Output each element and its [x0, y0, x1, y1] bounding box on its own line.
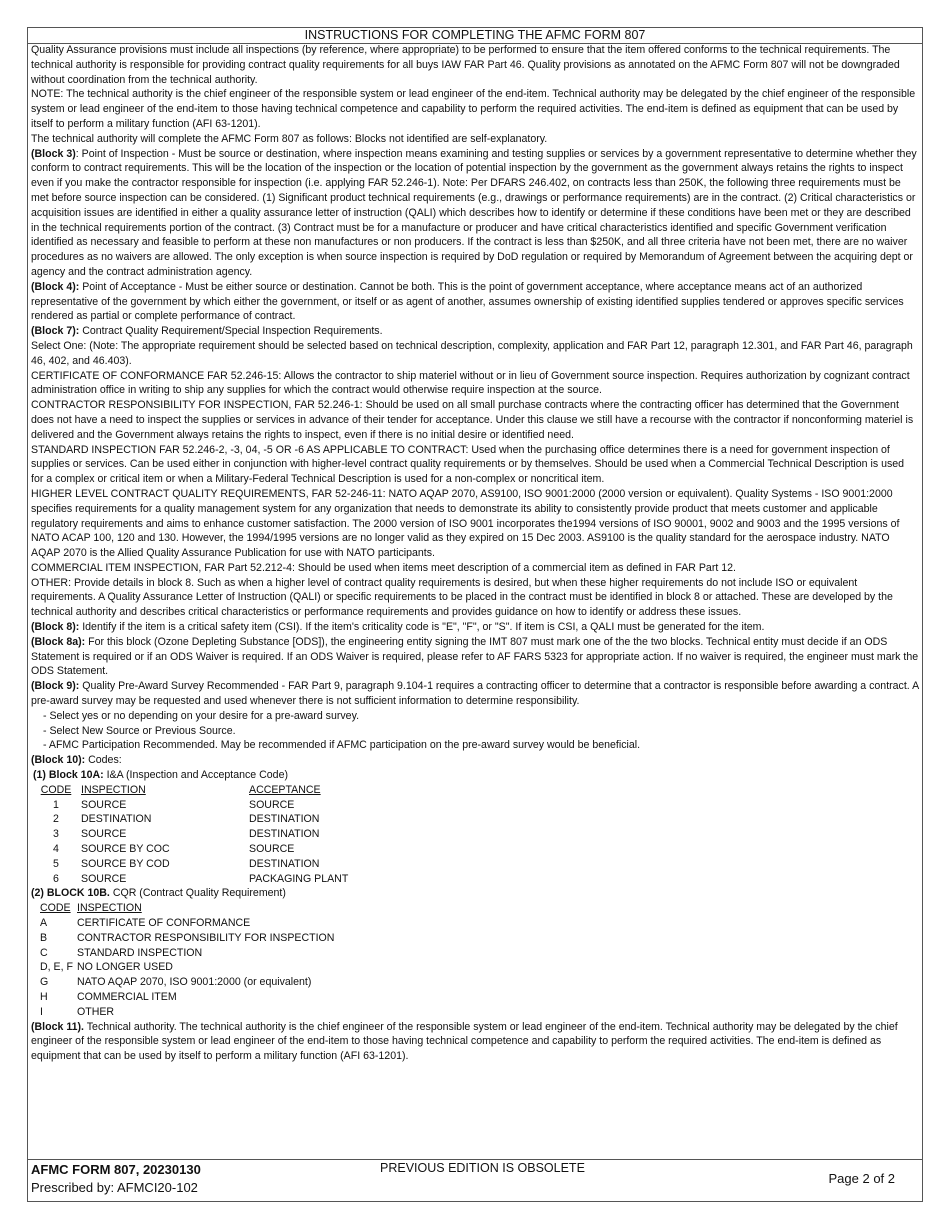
code-cell: C	[40, 946, 48, 959]
inspection-cell: SOURCE	[81, 828, 127, 841]
block7-option: HIGHER LEVEL CONTRACT QUALITY REQUIREMENTS, FAR 52-246-11: NATO AQAP 2070, AS9100, ISO 9001:2000 (2000 version or equivalent). Quality Systems - ISO 9001:2000 specifies requirements for a quality management system for any organization that needs to demonstrate its ability to consistently provide product that meets customer and applicable regulatory requirements and aims to enhance customer satisfaction. The 2000 version of ISO 9001 incorporates the1994 versions of ISO 90001, 9002 and 9003 and the 1995 versions of NATO ACAP 100, 120 and 130. However, the 1994/1995 versions are no longer valid as they expired on 15 Dec 2003. AS9100 is the quality standard for the aerospace industry. NATO AQAP 2070 is the Allied Quality Assurance Publication for use with NATO participants.	[31, 487, 900, 560]
inspection-cell: NATO AQAP 2070, ISO 9001:2000 (or equivalent)	[77, 976, 312, 989]
block-text: Technical authority. The technical authority is the chief engineer of the responsible system or lead engineer of the end-item. Technical authority may be delegated by the chief engineer of the responsible system or lead engineer of the end-item to those having technical competence and capability to perform the required activities. The end-item is defined as equipment that can be used by itself to perform a military function (AFI 63-1201).	[31, 1020, 898, 1063]
block7-option: CERTIFICATE OF CONFORMANCE FAR 52.246-15: Allows the contractor to ship materiel without or in lieu of Government source inspection. Requires authorization by cognizant contract administration office in writing to ship any supplies for which the contract would otherwise require inspection at the source.	[31, 369, 910, 397]
block-text: For this block (Ozone Depleting Substance [ODS]), the engineering entity signing the IMT 807 must mark one of the the two blocks. Technical entity must decide if an ODS Statement is required or if an ODS Waiver is required. If an ODS Waiver is required, please refer to AF FARS 5323 for appropriate action. If no waiver is required, the engineer must mark the ODS Statement.	[31, 635, 919, 678]
block10b-heading	[31, 886, 919, 901]
block7-option: CONTRACTOR RESPONSIBILITY FOR INSPECTION, FAR 52.246-1: Should be used on all small purchase contracts where the contracting officer has determined that the Government does not have a need to inspect the supplies or services in advance of their tender for acceptance. Under this clause we still have a recourse with the contractor if nonconforming materiel is delivered and the Government always retains the rights to inspect, even if there is no initial desire or identified need.	[31, 399, 914, 441]
block7-option: COMMERCIAL ITEM INSPECTION, FAR Part 52.212-4: Should be used when items meet description of a commercial item as defined in FAR Part 12.	[31, 561, 736, 574]
page-footer	[28, 1159, 922, 1203]
block8-paragraph	[31, 620, 919, 635]
block9-bullet: - Select yes or no depending on your desire for a pre-award survey.	[43, 709, 360, 722]
table-row	[31, 827, 919, 842]
block-label: (Block 11).	[31, 1020, 84, 1033]
column-header: CODE	[40, 783, 72, 796]
acceptance-cell: DESTINATION	[249, 828, 320, 841]
inspection-cell: SOURCE	[81, 798, 127, 811]
block-text: Contract Quality Requirement/Special Inspection Requirements.	[79, 325, 383, 338]
code-cell: 6	[53, 872, 59, 885]
table-row	[31, 798, 919, 813]
inspection-cell: COMMERCIAL ITEM	[77, 991, 177, 1003]
code-cell: 2	[53, 813, 59, 826]
block-text: : Point of Inspection - Must be source or destination, where inspection means examining and testing supplies or services by a government representative to determine whether they conform to contract requirements. This will be the location of the inspection or the location of potential inspection by the government as the government always retains the rights to inspect even if you make the contractor responsible for inspection (i.e. applying FAR 52.246-1). Note: Per DFARS 246.402, on contracts less than 250K, the following three requirements must be met before source inspection can be considered. (1) Significant product technical requirements (e.g., drawings or performance requirements) are in the contract. (2) Critical characteristics or acquisition issues are identified in either a quality assurance letter of instruction (QALI) which describes how to identify or determine if these conditions have been met or they are described in the technical requirements portion of the contract. (3) Contract must be for a manufacture or producer and have critical characteristics identified and specific Government verification identified as necessary and feasible to perform at these non manufactures or non producers. If the contract is less than $250K, and all three criteria have not been met, there are no waiver procedures as no waivers are allowed. The only exception is when source inspection is required by DoD regulation or required by Memorandum of Agreement between the acquiring dept or agency and the contract administration agency.	[31, 147, 917, 278]
code-cell: 3	[53, 828, 59, 841]
inspection-cell: SOURCE BY COC	[81, 843, 170, 856]
column-header: INSPECTION	[81, 783, 146, 796]
block-label: (Block 4):	[31, 280, 80, 293]
block7-note: Select One: (Note: The appropriate requirement should be selected based on technical description, complexity, application and FAR Part 12, paragraph 12.301, and FAR Part 46, paragraph 46, 402, and 46.403).	[31, 339, 913, 367]
inspection-cell: SOURCE	[81, 872, 127, 885]
block-label: (2) BLOCK 10B.	[31, 887, 110, 900]
inspection-cell: SOURCE BY COD	[81, 857, 170, 870]
page-title: INSTRUCTIONS FOR COMPLETING THE AFMC FORM 807	[28, 28, 922, 44]
previous-edition-note: PREVIOUS EDITION IS OBSOLETE	[380, 1161, 585, 1175]
table-row	[31, 931, 919, 946]
block9-bullet: - Select New Source or Previous Source.	[43, 724, 236, 737]
table-row	[31, 812, 919, 827]
table-row	[31, 1005, 919, 1020]
code-cell: 1	[53, 798, 59, 811]
inspection-cell: CERTIFICATE OF CONFORMANCE	[77, 917, 251, 930]
block-text: CQR (Contract Quality Requirement)	[109, 887, 286, 900]
intro-paragraph: Quality Assurance provisions must include all inspections (by reference, where appropriate) to be performed to ensure that the item offered conforms to the technical requirements. The technical authority is responsible for providing contract quality requirements for all buys IAW FAR Part 46. Quality provisions as annotated on the AFMC Form 807 will not be downgraded without coordination from the technical authority.	[31, 44, 900, 86]
block-label: (Block 8a):	[31, 635, 86, 648]
acceptance-cell: DESTINATION	[249, 857, 320, 870]
block-text: Quality Pre-Award Survey Recommended - FAR Part 9, paragraph 9.104-1 requires a contracting officer to determine that a contractor is responsible before awarding a contract. A pre-award survey may be requested and used whenever there is not sufficient information to determine responsibility.	[31, 680, 919, 708]
block11-paragraph	[31, 1020, 919, 1064]
note-paragraph: NOTE: The technical authority is the chief engineer of the responsible system or lead engineer of the end-item. Technical authority may be delegated by the chief engineer of the responsible system or lead engineer of the end-item to those having technical competence and capability to perform the required activities. The end-item is defined as equipment that can be used by itself to perform a military function (AFI 63-1201).	[31, 88, 916, 130]
block10-paragraph	[31, 753, 919, 768]
inspection-cell: NO LONGER USED	[77, 961, 173, 974]
table-row	[31, 960, 919, 975]
block-text: Identify if the item is a critical safety item (CSI). If the item's criticality code is "E", "F", or "S". If item is CSI, a QALI must be generated for the item.	[79, 621, 765, 634]
code-cell: B	[40, 931, 48, 944]
block-text: Point of Acceptance - Must be either source or destination. Cannot be both. This is the point of government acceptance, where acceptance means act of an authorized representative of the government by which either the government, or itself or as agent of another, assumes ownership of existing identified supplies tendered or approves specific services rendered as partial or complete performance of contract.	[31, 280, 904, 323]
table-row	[31, 946, 919, 961]
table-row	[31, 857, 919, 872]
inspection-cell: DESTINATION	[81, 813, 152, 826]
block-label: (Block 9):	[31, 680, 80, 693]
block7-option: OTHER: Provide details in block 8. Such as when a higher level of contract quality requirements is desired, but when these higher requirements do not include ISO or equivalent requirements. A Quality Assurance Letter of Instruction (QALI) or specific requirements to be placed in the contract must be identified in block 8 or attached. These are developed by the technical authority and describes critical characteristics or performance requirements and provides guidance on how to identify or address these issues.	[31, 576, 893, 619]
acceptance-cell: DESTINATION	[249, 813, 320, 826]
code-cell: A	[40, 917, 48, 930]
table-header-row	[31, 783, 919, 798]
block4-paragraph	[31, 280, 919, 324]
column-header: INSPECTION	[77, 902, 142, 915]
code-cell: G	[40, 976, 49, 989]
block10a-table	[31, 783, 919, 887]
block3-paragraph	[31, 147, 919, 280]
table-row	[31, 990, 919, 1005]
block-text: I&A (Inspection and Acceptance Code)	[103, 769, 288, 782]
instructions-body	[31, 43, 919, 1064]
block9-bullet: - AFMC Participation Recommended. May be recommended if AFMC participation on the pre-award survey would be beneficial.	[43, 739, 641, 752]
block10b-table	[31, 901, 919, 1019]
inspection-cell: CONTRACTOR RESPONSIBILITY FOR INSPECTION	[77, 931, 335, 944]
code-cell: H	[40, 991, 48, 1003]
inspection-cell: STANDARD INSPECTION	[77, 946, 203, 959]
block8a-paragraph	[31, 635, 919, 679]
page-number: Page 2 of 2	[828, 1171, 895, 1186]
code-cell: I	[40, 1005, 43, 1018]
intro-paragraph: The technical authority will complete the AFMC Form 807 as follows: Blocks not identified are self-explanatory.	[31, 132, 548, 145]
form-number: AFMC FORM 807, 20230130	[31, 1162, 201, 1177]
block7-option: STANDARD INSPECTION FAR 52.246-2, -3, 04, -5 OR -6 AS APPLICABLE TO CONTRACT: Used when the purchasing office determines there is a need for government inspection of supplies or services. Can be used either in conjunction with higher-level contract quality requirements or by themselves. Should be used when a Commercial Technical Description is used for a complex or critical item or when a Military-Federal Technical Description is used for a non-complex or noncritical item.	[31, 443, 905, 486]
block-label: (1) Block 10A:	[33, 769, 104, 782]
block-label: (Block 10):	[31, 754, 86, 767]
block9-paragraph	[31, 679, 919, 709]
block-text: Codes:	[85, 754, 122, 767]
form-page	[27, 27, 923, 1202]
prescribed-by: Prescribed by: AFMCI20-102	[31, 1180, 198, 1195]
table-row	[31, 916, 919, 931]
inspection-cell: OTHER	[77, 1005, 115, 1018]
block-label: (Block 7):	[31, 325, 80, 338]
table-row	[31, 842, 919, 857]
table-row	[31, 975, 919, 990]
acceptance-cell: SOURCE	[249, 843, 295, 856]
column-header: ACCEPTANCE	[249, 783, 321, 796]
block-label: (Block 3)	[31, 147, 76, 160]
code-cell: 5	[53, 857, 59, 870]
block-label: (Block 8):	[31, 621, 80, 634]
table-row	[31, 872, 919, 887]
acceptance-cell: SOURCE	[249, 798, 295, 811]
block10a-heading	[31, 768, 919, 783]
acceptance-cell: PACKAGING PLANT	[249, 872, 349, 885]
code-cell: 4	[53, 843, 59, 856]
code-cell: D, E, F	[40, 961, 73, 974]
column-header: CODE	[40, 902, 71, 915]
block7-paragraph	[31, 324, 919, 339]
table-header-row	[31, 901, 919, 916]
